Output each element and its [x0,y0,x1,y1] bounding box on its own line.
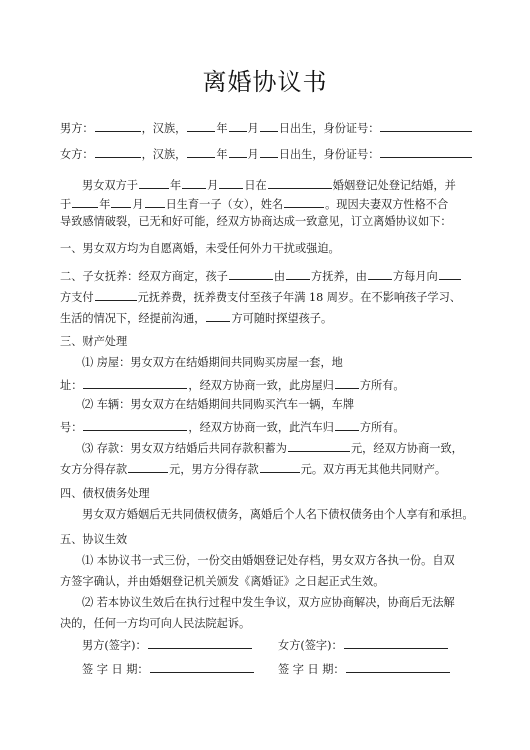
male-born-text: 日出生，身份证号： [278,122,380,135]
child-name-field[interactable] [284,196,324,208]
section-1: 一、男女双方均为自愿离婚，未受任何外力干扰或强迫。 [60,242,340,255]
intro-year-text: 年 [169,179,182,192]
deposit-end-text: 元。双方再无其他共同财产。 [300,463,447,476]
intro-line-1 [82,177,456,193]
intro-reason-text: 。现因夫妻双方性格不合 [325,198,449,211]
section-3-heading: 三、财产处理 [60,335,128,348]
intro-line-3: 导致感情破裂，已无和好可能，经双方协商达成一致意见，订立离婚协议如下： [60,215,452,228]
custody-party-field[interactable] [286,268,310,280]
deposit-agree-text: 元，经双方协商一致， [350,442,463,455]
visit-end-text: 方可随时探望孩子。 [231,312,333,325]
child-birth-day-field[interactable] [145,196,165,208]
male-signature-line [82,637,253,653]
custody-raise-text: 方抚养，由 [311,270,367,283]
marriage-day-field[interactable] [219,177,243,189]
visiting-party-field[interactable] [206,310,230,322]
marriage-month-field[interactable] [182,177,206,189]
car-line-1: ⑵ 车辆：男女双方在结婚期间共同购买汽车一辆，车牌 [82,398,355,411]
section-4-heading: 四、债权债务处理 [60,487,150,500]
intro-line-2 [60,196,448,212]
female-ethnic-text: ，汉族， [141,148,187,161]
payee-party-field[interactable] [439,268,461,280]
payer-party-field[interactable] [368,268,392,280]
car-owner-field[interactable] [335,419,359,431]
male-year-text: 年 [216,122,228,135]
house-address-field[interactable] [83,377,187,389]
house-owner-text: ，经双方协商一致，此房屋归 [188,379,334,392]
male-date-field[interactable] [150,661,254,673]
male-date-label: 签 字 日 期： [82,663,149,676]
deposit-line-1 [82,440,463,456]
intro-month-text: 月 [207,179,219,192]
child-birth-year-field[interactable] [72,196,98,208]
male-id-field[interactable] [380,120,472,132]
female-signature-field[interactable] [344,637,448,649]
car-line-2 [60,419,405,435]
section-2-line-2 [60,289,461,305]
female-date-label: 签 字 日 期： [278,663,345,676]
female-month-text: 月 [247,148,259,161]
female-date-line [278,661,451,677]
male-birth-year-field[interactable] [187,120,215,132]
deposit-line-2 [60,461,446,477]
effect-clause-2-line-1: ⑵ 若本协议生效后在执行过程中发生争议，双方应协商解决，协商后无法解 [82,596,455,609]
male-signature-label: 男方(签字)： [82,639,147,652]
custody-by-text: 由 [273,270,286,283]
female-label: 女方： [60,148,94,161]
section-4-text: 男女双方婚姻后无共同债权债务，离婚后个人名下债权债务由个人享有和承担。 [82,508,474,521]
female-date-field[interactable] [346,661,450,673]
car-owner-text: ，经双方协商一致，此汽车归 [188,421,334,434]
effect-clause-1-line-1: ⑴ 本协议书一式三份，一份交由婚姻登记处存档，男女双方各执一份。自双 [82,554,455,567]
female-birth-month-field[interactable] [229,146,247,158]
male-signature-field[interactable] [148,637,252,649]
deposit-text: ⑶ 存款：男女双方结婚后共同存款积蓄为 [82,442,287,455]
male-deposit-field[interactable] [260,461,300,473]
female-share-text: 女方分得存款 [60,463,128,476]
intro-text: 男女双方于 [82,179,138,192]
male-name-field[interactable] [95,120,141,132]
marriage-year-field[interactable] [139,177,169,189]
support-term-text: 元抚养费，抚养费支付至孩子年满 18 周岁。在不影响孩子学习、 [137,291,461,304]
section-2-line-3 [60,310,332,326]
female-birth-year-field[interactable] [187,146,215,158]
intro-day-text: 日在 [244,179,267,192]
female-year-text: 年 [216,148,228,161]
male-ethnic-text: ，汉族， [141,122,187,135]
page-title: 离婚协议书 [202,68,328,96]
female-deposit-field[interactable] [128,461,168,473]
male-month-text: 月 [247,122,259,135]
section-5-heading: 五、协议生效 [60,533,128,546]
intro-registry-text: 婚姻登记处登记结婚，并 [332,179,456,192]
effect-clause-1-line-2: 方签字确认，并由婚姻登记机关颁发《离婚证》之日起正式生效。 [60,575,385,588]
female-name-field[interactable] [95,146,141,158]
female-id-field[interactable] [380,146,472,158]
car-end-text: 方所有。 [359,421,405,434]
female-signature-label: 女方(签字)： [278,639,343,652]
house-owner-field[interactable] [335,377,359,389]
intro-year-text: 年 [99,198,111,211]
custody-monthly-text: 方每月向 [392,270,438,283]
car-plate-field[interactable] [83,419,187,431]
registry-office-field[interactable] [268,177,332,189]
house-line-2 [60,377,405,393]
support-amount-field[interactable] [95,289,137,301]
house-end-text: 方所有。 [359,379,405,392]
total-deposit-field[interactable] [288,440,350,452]
custody-text: 二、子女抚养：经双方商定，孩子 [60,270,228,283]
intro-text: 于 [60,198,72,211]
visit-text: 生活的情况下，经提前沟通， [60,312,206,325]
intro-month-text: 月 [132,198,144,211]
male-label: 男方： [60,122,94,135]
female-party-line [60,146,473,162]
plate-label: 号： [60,421,83,434]
male-date-line [82,661,255,677]
custody-child-field[interactable] [229,268,273,280]
male-party-line [60,120,473,136]
male-birth-month-field[interactable] [229,120,247,132]
house-line-1: ⑴ 房屋：男女双方在结婚期间共同购买房屋一套，地 [82,356,343,369]
child-birth-month-field[interactable] [111,196,131,208]
male-share-text: 元，男方分得存款 [169,463,259,476]
section-2-line-1 [60,268,462,284]
female-signature-line [278,637,449,653]
effect-clause-2-line-2: 决的，任何一方均可向人民法院起诉。 [60,617,251,630]
intro-child-text: 日生育一子（女），姓名 [165,198,284,211]
male-birth-day-field[interactable] [260,120,278,132]
female-born-text: 日出生，身份证号： [278,148,380,161]
support-text: 方支付 [60,291,94,304]
female-birth-day-field[interactable] [260,146,278,158]
address-label: 址： [60,379,83,392]
